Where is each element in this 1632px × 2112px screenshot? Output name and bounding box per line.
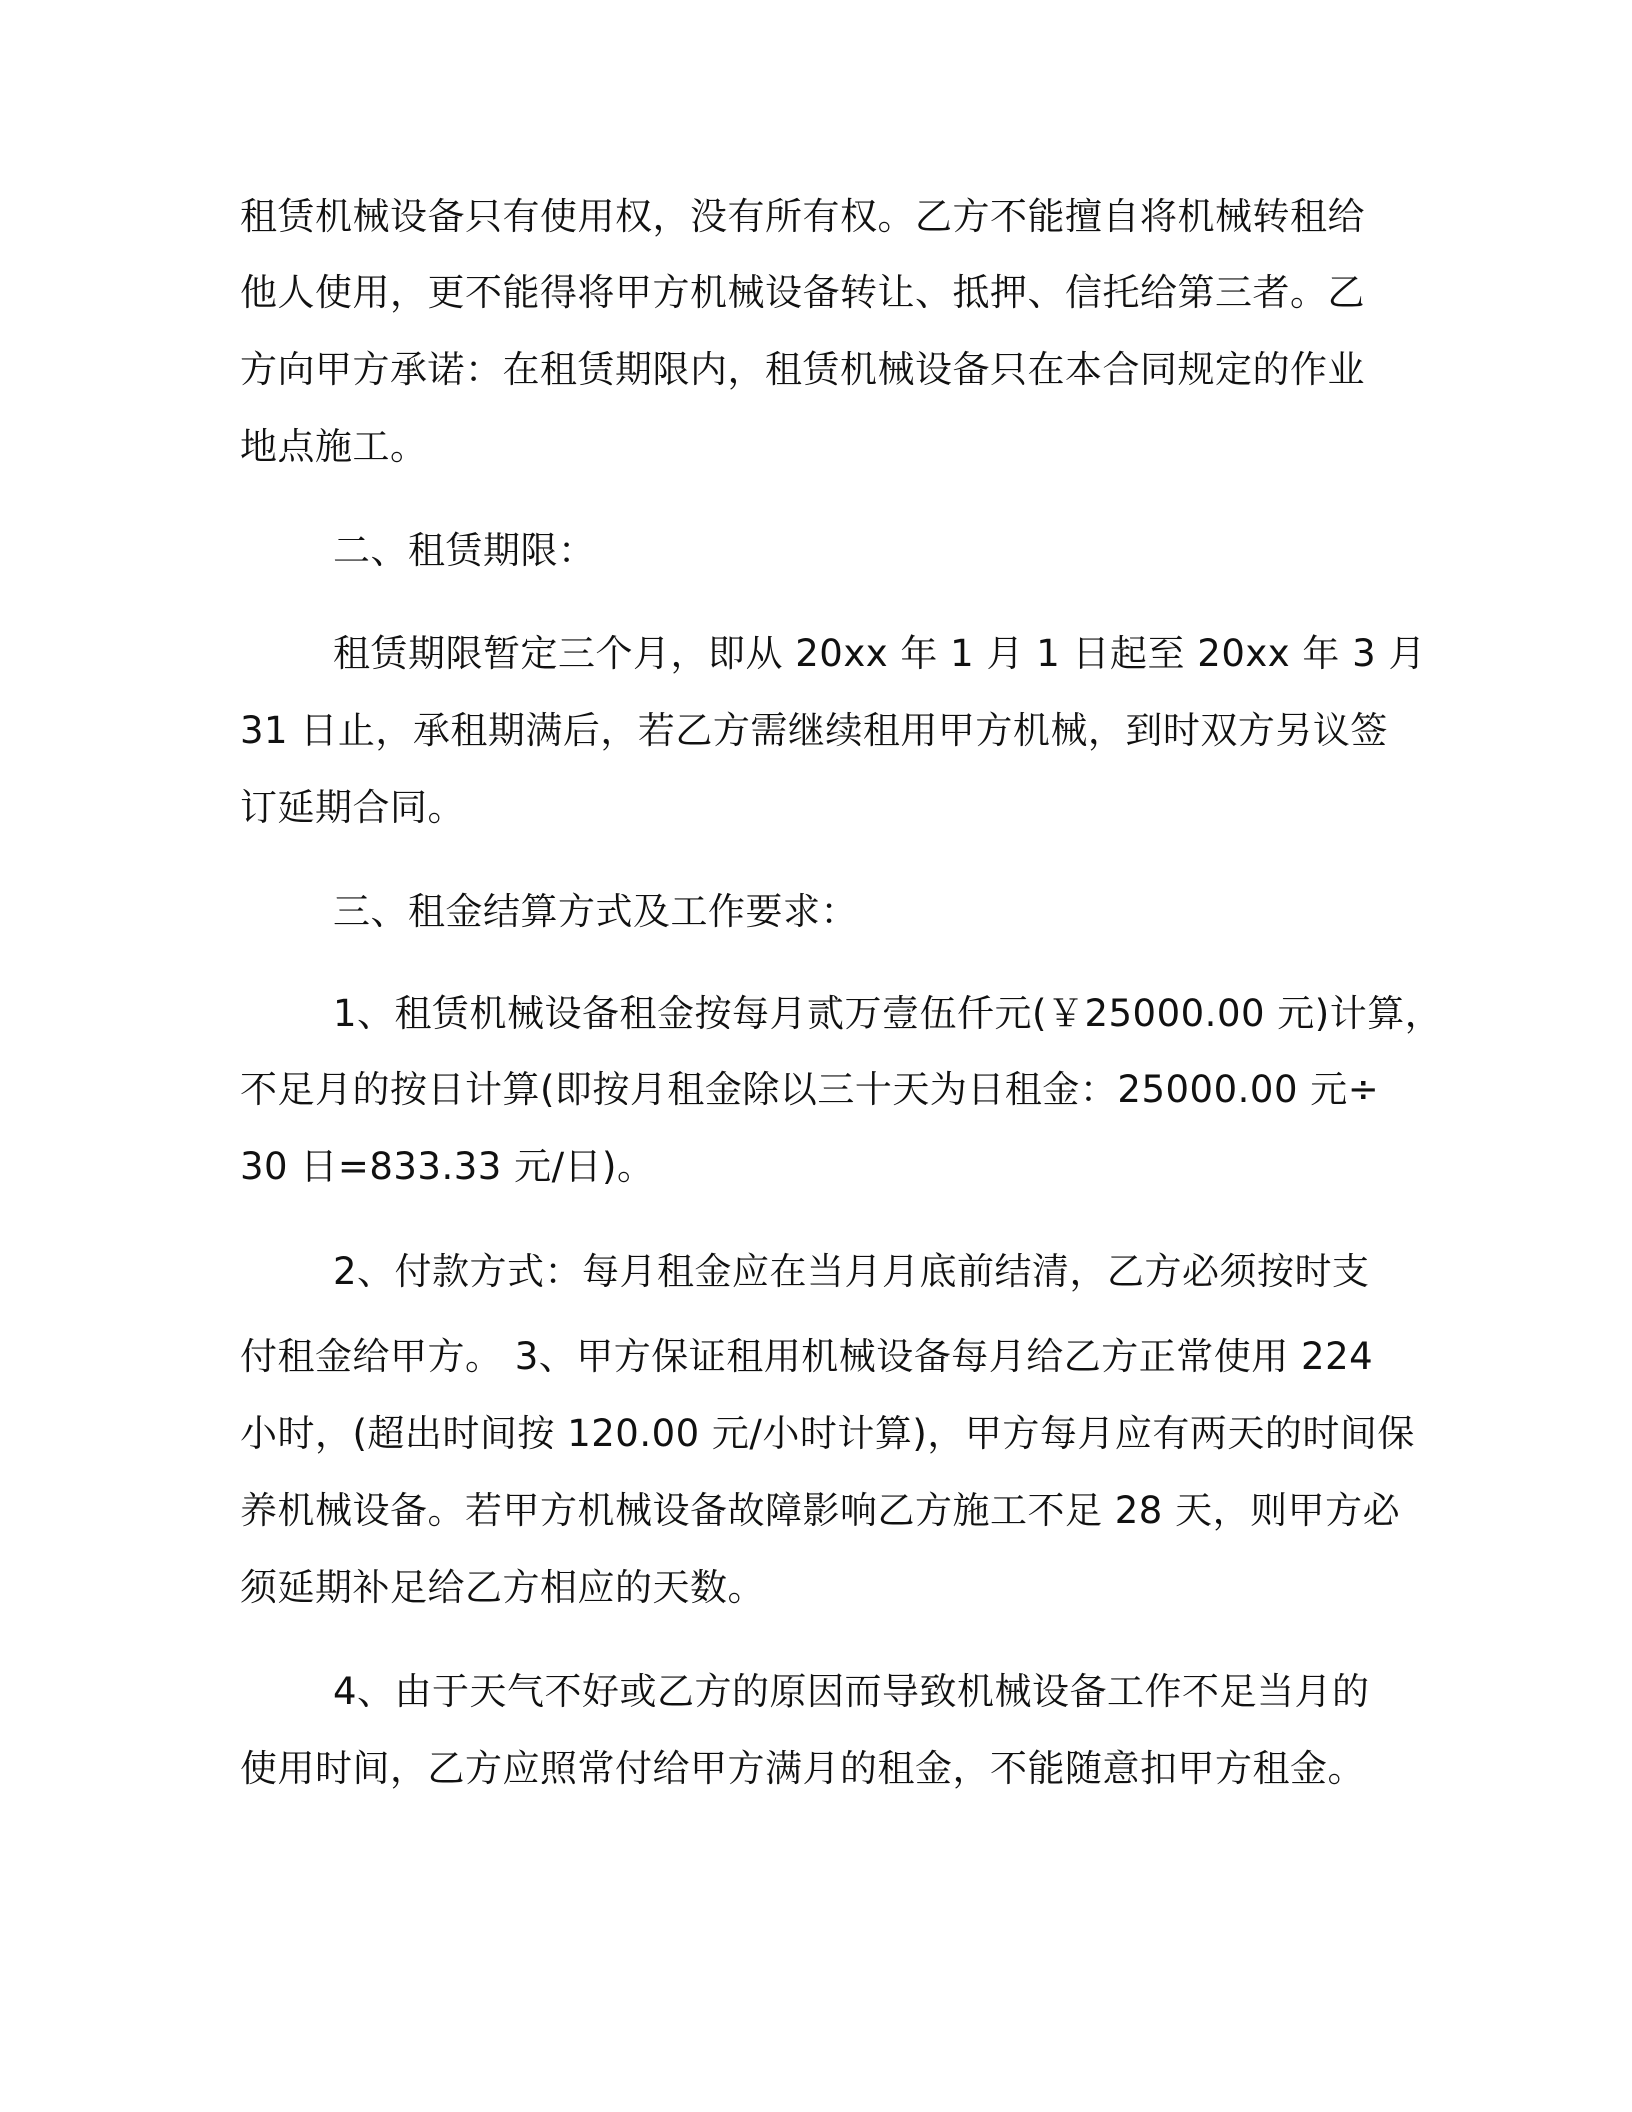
text-line: 方向甲方承诺：在租赁期限内，租赁机械设备只在本合同规定的作业 — [240, 348, 1365, 391]
text-line: 租赁机械设备只有使用权，没有所有权。乙方不能擅自将机械转租给 — [240, 195, 1365, 238]
section-heading: 三、租金结算方式及工作要求： — [333, 890, 858, 933]
section-heading: 二、租赁期限： — [333, 529, 596, 572]
text-line: 小时，(超出时间按 120.00 元/小时计算)，甲方每月应有两天的时间保 — [240, 1412, 1415, 1455]
text-line: 付租金给甲方。 3、甲方保证租用机械设备每月给乙方正常使用 224 — [240, 1335, 1374, 1378]
text-line: 地点施工。 — [240, 425, 428, 468]
text-line: 养机械设备。若甲方机械设备故障影响乙方施工不足 28 天，则甲方必 — [240, 1489, 1401, 1532]
text-line: 使用时间，乙方应照常付给甲方满月的租金，不能随意扣甲方租金。 — [240, 1747, 1365, 1790]
text-line: 2、付款方式：每月租金应在当月月底前结清，乙方必须按时支 — [333, 1250, 1370, 1293]
text-line: 不足月的按日计算(即按月租金除以三十天为日租金：25000.00 元÷ — [240, 1068, 1380, 1111]
text-line: 4、由于天气不好或乙方的原因而导致机械设备工作不足当月的 — [333, 1670, 1370, 1713]
text-line: 订延期合同。 — [240, 786, 465, 829]
text-line: 31 日止，承租期满后，若乙方需继续租用甲方机械，到时双方另议签 — [240, 709, 1388, 752]
text-line: 租赁期限暂定三个月，即从 20xx 年 1 月 1 日起至 20xx 年 3 月 — [333, 632, 1426, 675]
text-line: 1、租赁机械设备租金按每月贰万壹伍仟元(￥25000.00 元)计算， — [333, 992, 1443, 1035]
text-line: 30 日=833.33 元/日)。 — [240, 1145, 655, 1188]
text-line: 须延期补足给乙方相应的天数。 — [240, 1566, 765, 1609]
text-line: 他人使用，更不能得将甲方机械设备转让、抵押、信托给第三者。乙 — [240, 271, 1365, 314]
